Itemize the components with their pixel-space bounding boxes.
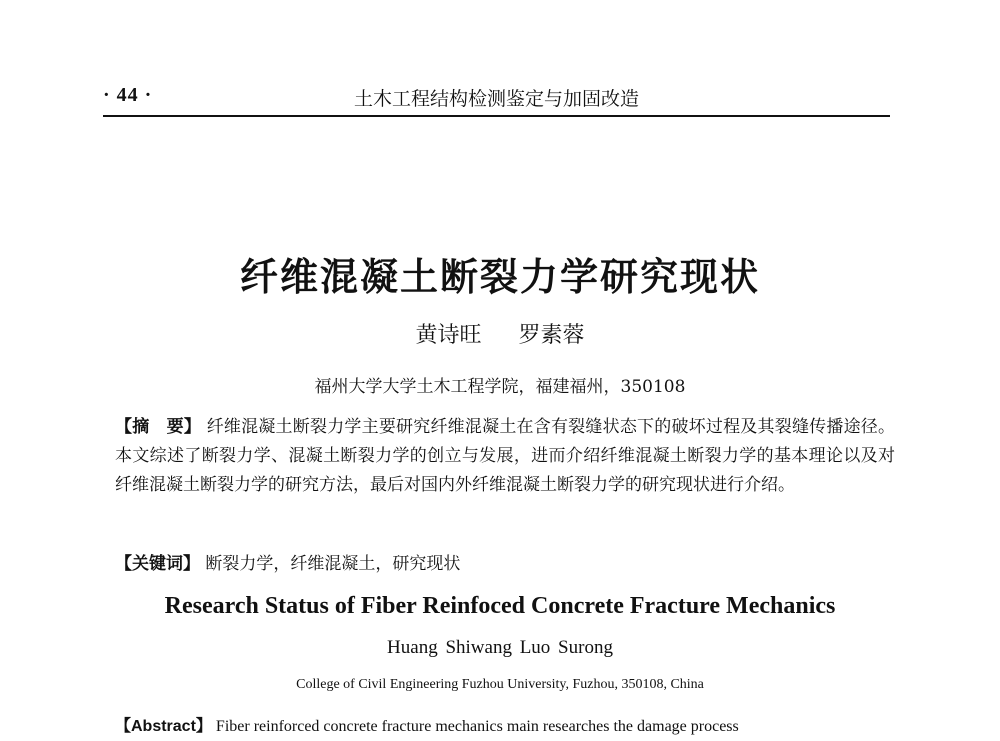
abstract-label-english: 【Abstract】: [115, 718, 212, 735]
journal-title: 土木工程结构检测鉴定与加固改造: [353, 89, 639, 110]
abstract-label-chinese: 【摘 要】: [115, 417, 202, 437]
abstract-english: [115, 713, 895, 736]
abstract-text-english: Fiber reinforced concrete fracture mechanics main researches the damage process: [215, 718, 739, 735]
authors-english: Huang Shiwang Luo Surong: [387, 637, 613, 658]
authors-chinese: 黄诗旺 罗素蓉: [415, 323, 585, 348]
affiliation-english: College of Civil Engineering Fuzhou University, Fuzhou, 350108, China: [296, 677, 704, 692]
abstract-chinese: [115, 413, 895, 500]
paper-title-chinese: 纤维混凝土断裂力学研究现状: [239, 254, 760, 299]
keywords-chinese: [115, 549, 895, 574]
page-number: · 44 ·: [103, 84, 153, 106]
paper-title-english: Research Status of Fiber Reinfoced Concrete Fracture Mechanics: [164, 593, 836, 619]
affiliation-chinese: 福州大学大学土木工程学院，福建福州，350108: [314, 377, 686, 397]
abstract-text-chinese: 纤维混凝土断裂力学主要研究纤维混凝土在含有裂缝状态下的破坏过程及其裂缝传播途径。本文综述了断裂力学、混凝土断裂力学的创立与发展，进而介绍纤维混凝土断裂力学的基本理论以及对纤维混凝土断裂力学的研究方法，最后对国内外纤维混凝土断裂力学的研究现状进行介绍。: [115, 417, 896, 495]
keywords-text-chinese: 断裂力学，纤维混凝土，研究现状: [205, 554, 461, 574]
keywords-label-chinese: 【关键词】: [115, 554, 200, 574]
running-header: [103, 84, 890, 114]
header-divider: [103, 115, 890, 117]
